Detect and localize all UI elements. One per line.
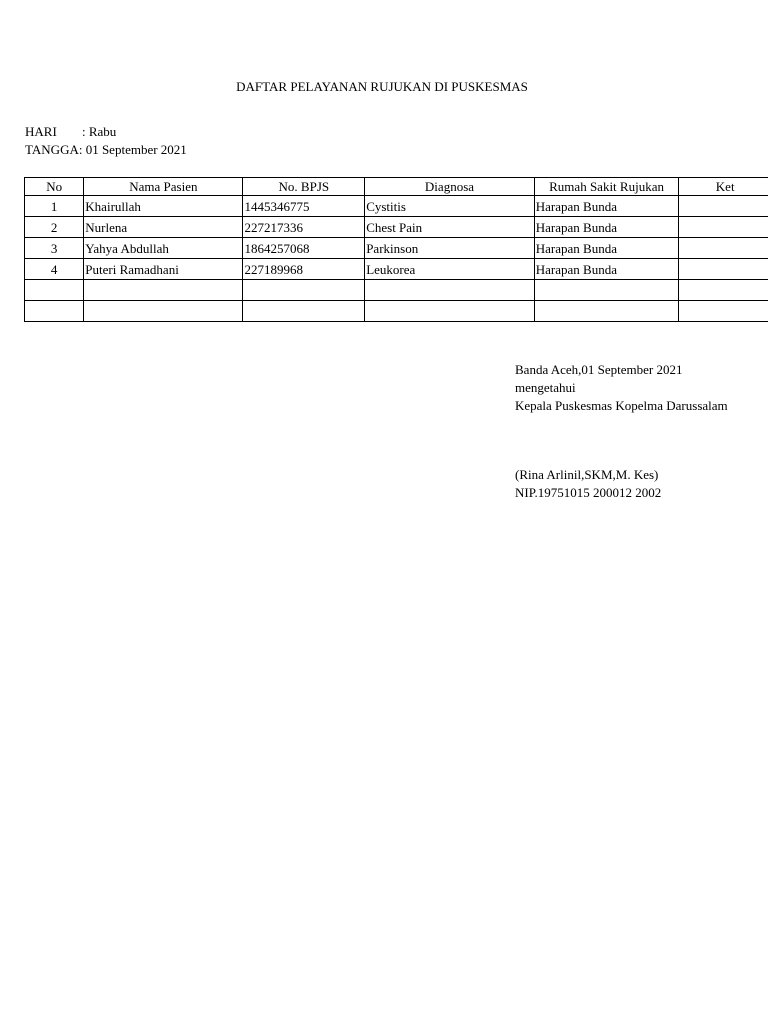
- cell-diagnosis: Cystitis: [365, 196, 535, 217]
- cell-referral-hospital: Harapan Bunda: [534, 259, 679, 280]
- cell-referral-hospital: [534, 280, 679, 301]
- cell-patient-name: Nurlena: [84, 217, 243, 238]
- cell-referral-hospital: [534, 301, 679, 322]
- cell-diagnosis: [365, 280, 535, 301]
- header-no: No: [25, 178, 84, 196]
- cell-referral-hospital: Harapan Bunda: [534, 238, 679, 259]
- header-bpjs-number: No. BPJS: [243, 178, 365, 196]
- day-line: [25, 123, 116, 141]
- cell-bpjs-number: [243, 301, 365, 322]
- cell-referral-hospital: Harapan Bunda: [534, 217, 679, 238]
- table-row-empty: [25, 280, 768, 301]
- header-notes: Ket: [679, 178, 768, 196]
- cell-no: 3: [25, 238, 84, 259]
- cell-diagnosis: [365, 301, 535, 322]
- cell-notes: [679, 238, 768, 259]
- cell-no: 1: [25, 196, 84, 217]
- signature-place-date: Banda Aceh,01 September 2021: [515, 362, 683, 377]
- signature-acknowledged: mengetahui: [515, 380, 576, 395]
- cell-patient-name: [84, 280, 243, 301]
- cell-no: [25, 280, 84, 301]
- cell-patient-name: Khairullah: [84, 196, 243, 217]
- date-value: 01 September 2021: [85, 142, 187, 157]
- cell-diagnosis: Parkinson: [365, 238, 535, 259]
- cell-patient-name: [84, 301, 243, 322]
- cell-notes: [679, 280, 768, 301]
- date-label: TANGGA:: [25, 142, 83, 157]
- cell-notes: [679, 217, 768, 238]
- cell-no: [25, 301, 84, 322]
- date-line: [25, 141, 187, 159]
- cell-bpjs-number: 227189968: [243, 259, 365, 280]
- header-patient-name: Nama Pasien: [84, 178, 243, 196]
- day-value: : Rabu: [82, 124, 117, 139]
- cell-bpjs-number: 227217336: [243, 217, 365, 238]
- table-row: [25, 196, 768, 217]
- cell-bpjs-number: 1445346775: [243, 196, 365, 217]
- cell-no: 2: [25, 217, 84, 238]
- header-diagnosis: Diagnosa: [365, 178, 535, 196]
- cell-bpjs-number: [243, 280, 365, 301]
- cell-diagnosis: Leukorea: [365, 259, 535, 280]
- signature-position: Kepala Puskesmas Kopelma Darussalam: [515, 398, 728, 413]
- header-referral-hospital: Rumah Sakit Rujukan: [534, 178, 679, 196]
- cell-patient-name: Yahya Abdullah: [84, 238, 243, 259]
- signatory-name: (Rina Arlinil,SKM,M. Kes): [515, 467, 659, 482]
- cell-notes: [679, 259, 768, 280]
- referral-table: [24, 177, 768, 322]
- table-row-empty: [25, 301, 768, 322]
- document-title: DAFTAR PELAYANAN RUJUKAN DI PUSKESMAS: [236, 79, 528, 94]
- table-row: [25, 217, 768, 238]
- cell-referral-hospital: Harapan Bunda: [534, 196, 679, 217]
- cell-patient-name: Puteri Ramadhani: [84, 259, 243, 280]
- signature-block-top: [515, 361, 728, 415]
- table-header-row: [25, 178, 768, 196]
- cell-no: 4: [25, 259, 84, 280]
- cell-diagnosis: Chest Pain: [365, 217, 535, 238]
- signature-block-bottom: [515, 466, 661, 502]
- signatory-nip: NIP.19751015 200012 2002: [515, 485, 662, 500]
- cell-notes: [679, 196, 768, 217]
- table-row: [25, 259, 768, 280]
- cell-bpjs-number: 1864257068: [243, 238, 365, 259]
- table-row: [25, 238, 768, 259]
- day-label: HARI: [25, 124, 57, 139]
- cell-notes: [679, 301, 768, 322]
